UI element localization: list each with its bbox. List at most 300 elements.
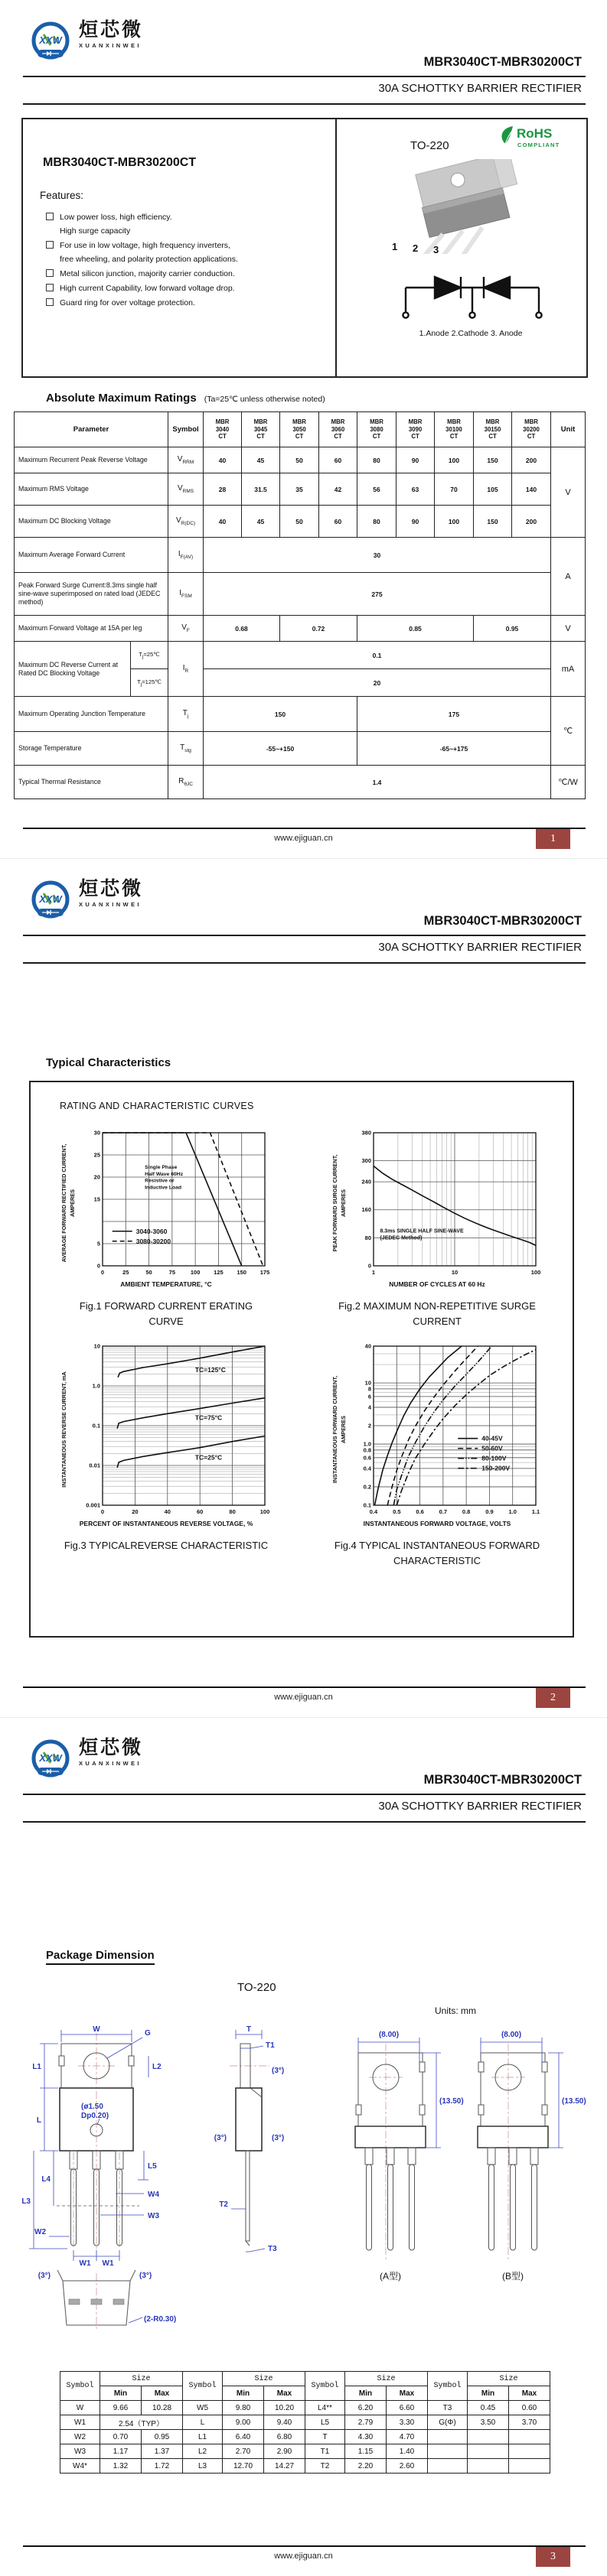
part-column-header: MBR 3080 CT	[357, 412, 397, 447]
svg-text:W: W	[93, 2025, 100, 2034]
dim-symbol-cell	[428, 2459, 468, 2474]
svg-text:50: 50	[145, 1269, 152, 1276]
brand-logo	[31, 1738, 143, 1781]
package-dimension-table-body	[60, 2372, 550, 2474]
svg-text:XXW: XXW	[39, 1752, 62, 1764]
ratings-cell-val: 0.1	[204, 642, 551, 669]
dim-value-cell: 6.80	[264, 2430, 305, 2444]
dim-symbol-cell: G(Φ)	[428, 2415, 468, 2430]
ratings-cell-val: 0.85	[357, 616, 474, 642]
figure-2-row	[331, 1128, 543, 1278]
figure-3-ylabel: INSTANTANEOUS REVERSE CURRENT, mA	[60, 1371, 67, 1488]
dim-symbol-cell: T1	[305, 2444, 345, 2459]
ratings-cell-param: Maximum DC Blocking Voltage	[15, 506, 168, 538]
dim-value-cell: 6.40	[223, 2430, 264, 2444]
part-column-header: MBR 30100 CT	[435, 412, 474, 447]
svg-text:100: 100	[259, 1508, 270, 1515]
svg-text:300: 300	[361, 1157, 371, 1165]
ratings-cell-val: 80	[357, 506, 397, 538]
svg-text:COMPLIANT: COMPLIANT	[517, 141, 560, 148]
ratings-cell-cond: $T_j=125℃$	[131, 669, 168, 697]
checkbox-icon	[46, 269, 54, 277]
dim-value-cell	[509, 2459, 550, 2474]
package-name: TO-220	[410, 139, 449, 152]
curves-box-title: RATING AND CHARACTERISTIC CURVES	[60, 1101, 254, 1111]
ratings-cell-val: 150	[474, 506, 512, 538]
dim-minmax-header: Max	[142, 2386, 183, 2401]
dim-value-cell: 1.17	[100, 2444, 142, 2459]
svg-text:125: 125	[214, 1269, 224, 1276]
ratings-cell-val: 0.72	[280, 616, 357, 642]
dim-minmax-header: Min	[468, 2386, 509, 2401]
ratings-cell-val: 60	[319, 447, 357, 473]
product-summary-left	[23, 119, 337, 376]
svg-text:100: 100	[530, 1269, 541, 1276]
figure-4-row	[331, 1342, 543, 1517]
footer-url: www.ejiguan.cn	[274, 1693, 333, 1702]
page-1	[0, 0, 607, 858]
dim-minmax-header: Max	[264, 2386, 305, 2401]
ratings-cell-param: Typical Thermal Resistance	[15, 766, 168, 799]
svg-text:380: 380	[361, 1129, 371, 1137]
svg-text:(A型): (A型)	[380, 2271, 401, 2282]
footer-url: www.ejiguan.cn	[274, 2552, 333, 2561]
dim-symbol-cell: W2	[60, 2430, 100, 2444]
curves-box	[29, 1081, 574, 1638]
svg-text:75: 75	[168, 1269, 176, 1276]
svg-text:Resistive or: Resistive or	[145, 1178, 175, 1184]
ratings-cell-val: 80	[357, 447, 397, 473]
page-footer	[0, 817, 607, 858]
svg-text:(3°): (3°)	[139, 2272, 152, 2280]
svg-text:(3°): (3°)	[272, 2134, 285, 2142]
svg-text:40: 40	[164, 1508, 171, 1515]
a-type-dim-lines	[358, 2038, 441, 2148]
ratings-cell-val: 50	[280, 506, 319, 538]
svg-text:(13.50): (13.50)	[562, 2097, 586, 2106]
dim-symbol-cell: L4**	[305, 2401, 345, 2415]
ratings-cell-val: 200	[512, 447, 551, 473]
figure-2-ylabel: PEAK FORWARD SURGE CURRENT, AMPERES	[331, 1154, 347, 1252]
svg-text:0.01: 0.01	[89, 1462, 100, 1469]
brand-logo-icon	[31, 1738, 72, 1781]
dim-value-cell: 9.00	[223, 2415, 264, 2430]
svg-text:6: 6	[367, 1393, 371, 1400]
svg-text:XXW: XXW	[39, 893, 62, 905]
dual-diode-symbol	[384, 275, 560, 323]
svg-text:60: 60	[197, 1508, 204, 1515]
ratings-note: (Ta=25℃ unless otherwise noted)	[204, 395, 325, 404]
ratings-cell-param: Maximum Operating Junction Temperature	[15, 697, 168, 732]
svg-text:0.1: 0.1	[363, 1501, 371, 1509]
dim-value-cell: 2.70	[223, 2444, 264, 2459]
svg-text:1.0: 1.0	[363, 1440, 371, 1448]
dim-value-cell	[509, 2444, 550, 2459]
svg-text:G: G	[145, 2029, 151, 2038]
features-list	[46, 213, 326, 313]
page-number-badge: 3	[536, 2547, 570, 2567]
svg-text:(B型): (B型)	[502, 2271, 524, 2282]
figure-2-plot	[351, 1128, 543, 1278]
ratings-cell-sym: $I_R$	[168, 642, 204, 697]
absolute-maximum-ratings-table	[14, 411, 586, 799]
brand-name-en: XUANXINWEI	[79, 901, 142, 909]
svg-text:T: T	[246, 2025, 252, 2034]
page-footer	[0, 1676, 607, 1717]
figure-1	[31, 1128, 302, 1329]
svg-text:25: 25	[93, 1151, 100, 1159]
ratings-cell-sym: $I_{F(AV)}$	[168, 538, 204, 573]
ratings-cell-val: 30	[204, 538, 551, 573]
dim-value-cell: 1.37	[142, 2444, 183, 2459]
brand-name-cn: 烜芯微	[79, 878, 144, 899]
svg-text:80: 80	[364, 1234, 371, 1241]
svg-text:L: L	[36, 2116, 41, 2125]
svg-text:20: 20	[132, 1508, 139, 1515]
ratings-cell-sym: $T_{stg}$	[168, 732, 204, 766]
svg-text:Single Phase: Single Phase	[145, 1164, 178, 1170]
dim-value-cell: 1.40	[387, 2444, 428, 2459]
dim-value-cell: 9.40	[264, 2415, 305, 2430]
ratings-cell-unit: A	[551, 538, 586, 616]
doc-subtitle: 30A SCHOTTKY BARRIER RECTIFIER	[378, 82, 582, 95]
svg-text:T1: T1	[266, 2041, 275, 2050]
dim-value-cell: 2.20	[345, 2459, 387, 2474]
svg-text:4: 4	[367, 1403, 371, 1411]
svg-text:50-60V: 50-60V	[481, 1444, 503, 1452]
product-summary-right	[337, 119, 586, 376]
svg-text:1.0: 1.0	[92, 1382, 100, 1390]
svg-text:(3°): (3°)	[214, 2134, 227, 2142]
svg-text:3080-30200: 3080-30200	[135, 1237, 171, 1245]
svg-text:40-45V: 40-45V	[481, 1434, 503, 1442]
brand-logo-icon	[31, 879, 72, 922]
rohs-badge	[498, 124, 574, 155]
checkbox-icon	[46, 298, 54, 306]
centerlines	[73, 2033, 525, 2331]
svg-text:L1: L1	[32, 2063, 41, 2071]
dim-symbol-cell: L3	[183, 2459, 223, 2474]
dim-value-cell	[468, 2444, 509, 2459]
brand-logo	[31, 879, 143, 922]
ratings-cell-cond: $T_j=25℃$	[131, 642, 168, 669]
footer-rule	[23, 2545, 586, 2547]
svg-text:L2: L2	[152, 2063, 162, 2071]
footer-rule	[23, 1686, 586, 1688]
dim-value-cell: 6.20	[345, 2401, 387, 2415]
dim-symbol-cell: L	[183, 2415, 223, 2430]
svg-text:2: 2	[413, 242, 419, 254]
svg-text:1.1: 1.1	[531, 1508, 540, 1515]
dim-symbol-cell	[428, 2444, 468, 2459]
header-rule-top	[23, 935, 586, 936]
ratings-cell-unit: ℃/W	[551, 766, 586, 799]
package-dimension-table	[60, 2371, 550, 2474]
package-dimension-title: Package Dimension	[46, 1949, 155, 1965]
svg-text:0.6: 0.6	[363, 1454, 371, 1462]
figure-3-caption: Fig.3 TYPICALREVERSE CHARACTERISTIC	[64, 1540, 269, 1551]
dim-value-cell: 12.70	[223, 2459, 264, 2474]
dim-symbol-cell: W4*	[60, 2459, 100, 2474]
dim-symbol-cell: W3	[60, 2444, 100, 2459]
part-column-header: MBR 3050 CT	[280, 412, 319, 447]
dim-value-cell: 2.60	[387, 2459, 428, 2474]
part-column-header: MBR 3060 CT	[319, 412, 357, 447]
ratings-cell-val: 0.95	[474, 616, 551, 642]
dim-size-header: Size	[100, 2372, 183, 2386]
svg-text:Half Wave 60Hz: Half Wave 60Hz	[145, 1171, 184, 1177]
dim-symbol-cell: W	[60, 2401, 100, 2415]
svg-text:W2: W2	[34, 2228, 46, 2236]
svg-text:(2-R0.30): (2-R0.30)	[144, 2315, 177, 2324]
svg-text:TC=25°C: TC=25°C	[194, 1453, 223, 1462]
ratings-cell-val: 56	[357, 473, 397, 506]
dim-value-cell: 3.50	[468, 2415, 509, 2430]
ratings-title: Absolute Maximum Ratings	[46, 392, 197, 405]
svg-text:10: 10	[93, 1342, 100, 1350]
ratings-cell-param: Peak Forward Surge Current:8.3ms single half sine-wave superimposed on rated load (JEDEC method)	[15, 573, 168, 616]
svg-text:80: 80	[229, 1508, 236, 1515]
svg-text:(13.50): (13.50)	[439, 2097, 464, 2106]
ratings-cell-val: 90	[397, 506, 435, 538]
part-column-header: MBR 3040 CT	[204, 412, 242, 447]
svg-text:L5: L5	[148, 2162, 157, 2171]
ratings-cell-sym: $V_{RRM}$	[168, 447, 204, 473]
dim-minmax-header: Min	[223, 2386, 264, 2401]
column-header: Unit	[551, 412, 586, 447]
feature-item: Low power loss, high efficiency. High surge capacity	[46, 213, 326, 236]
svg-text:10: 10	[451, 1269, 459, 1276]
feature-item: High current Capability, low forward voltage drop.	[46, 284, 326, 294]
ratings-cell-val: 45	[242, 447, 280, 473]
svg-text:0: 0	[96, 1262, 100, 1270]
svg-text:160: 160	[361, 1206, 371, 1214]
ratings-cell-val: -55~+150	[204, 732, 357, 766]
dim-size-header: Size	[345, 2372, 428, 2386]
page-number-badge: 2	[536, 1688, 570, 1708]
figure-3	[31, 1342, 302, 1569]
pinout-caption: 1.Anode 2.Cathode 3. Anode	[419, 329, 523, 338]
svg-text:1: 1	[392, 241, 398, 252]
dim-symbol-cell: T2	[305, 2459, 345, 2474]
ratings-cell-param: Maximum RMS Voltage	[15, 473, 168, 506]
typical-characteristics-title: Typical Characteristics	[46, 1056, 171, 1069]
footer-url: www.ejiguan.cn	[274, 834, 333, 843]
svg-text:1.0: 1.0	[508, 1508, 517, 1515]
figure-3-xlabel: PERCENT OF INSTANTANEOUS REVERSE VOLTAGE, %	[79, 1520, 253, 1527]
svg-text:40: 40	[364, 1342, 371, 1350]
svg-text:240: 240	[361, 1178, 371, 1186]
dim-symbol-cell: L2	[183, 2444, 223, 2459]
ratings-cell-sym: $V_F$	[168, 616, 204, 642]
product-title: MBR3040CT-MBR30200CT	[43, 156, 197, 169]
doc-part-range: MBR3040CT-MBR30200CT	[423, 55, 582, 69]
ratings-cell-param: Maximum Forward Voltage at 15A per leg	[15, 616, 168, 642]
ratings-cell-val: 60	[319, 506, 357, 538]
svg-text:0: 0	[100, 1269, 105, 1276]
ratings-cell-unit: mA	[551, 642, 586, 697]
ratings-cell-val: 100	[435, 447, 474, 473]
dim-symbol-cell: W5	[183, 2401, 223, 2415]
doc-part-range: MBR3040CT-MBR30200CT	[423, 914, 582, 928]
checkbox-icon	[46, 241, 54, 249]
ratings-cell-val: 31.5	[242, 473, 280, 506]
ratings-cell-param: Maximum Average Forward Current	[15, 538, 168, 573]
ratings-cell-val: 42	[319, 473, 357, 506]
svg-text:0.8: 0.8	[363, 1446, 371, 1454]
ratings-cell-val: 275	[204, 573, 551, 616]
dim-value-cell: 3.70	[509, 2415, 550, 2430]
dim-value-cell: 10.28	[142, 2401, 183, 2415]
svg-text:(JEDEC Method): (JEDEC Method)	[380, 1235, 423, 1241]
dim-size-header: Size	[223, 2372, 305, 2386]
package-dimension-package: TO-220	[237, 1981, 276, 1994]
figure-3-row	[60, 1342, 272, 1517]
svg-text:0.5: 0.5	[393, 1508, 401, 1515]
dim-value-cell: 6.60	[387, 2401, 428, 2415]
dim-symbol-header: Symbol	[60, 2372, 100, 2401]
ratings-cell-val: 20	[204, 669, 551, 697]
svg-text:0.8: 0.8	[462, 1508, 471, 1515]
svg-text:80-100V: 80-100V	[481, 1454, 507, 1462]
svg-text:1: 1	[371, 1269, 376, 1276]
ratings-cell-val: 45	[242, 506, 280, 538]
dim-value-cell	[468, 2430, 509, 2444]
figure-2-caption: Fig.2 MAXIMUM NON-REPETITIVE SURGE CURRENT	[338, 1300, 536, 1327]
ratings-cell-val: 50	[280, 447, 319, 473]
svg-text:8: 8	[367, 1385, 371, 1393]
svg-text:(ø1.50: (ø1.50	[81, 2103, 103, 2111]
dim-value-cell: 1.72	[142, 2459, 183, 2474]
dim-value-cell: 0.95	[142, 2430, 183, 2444]
brand-name-cn: 烜芯微	[79, 1737, 144, 1758]
ratings-cell-sym: $T_j$	[168, 697, 204, 732]
svg-text:W4: W4	[148, 2191, 159, 2199]
dim-value-cell: 14.27	[264, 2459, 305, 2474]
figures-grid	[31, 1116, 573, 1569]
figure-4-ylabel: INSTANTANEOUS FORWARD CURRENT, AMPERES	[331, 1375, 347, 1484]
figure-1-xlabel: AMBIENT TEMPERATURE, °C	[120, 1280, 212, 1288]
ratings-heading	[46, 392, 325, 405]
dim-value-cell: 0.45	[468, 2401, 509, 2415]
dim-symbol-cell: T3	[428, 2401, 468, 2415]
svg-text:W1: W1	[79, 2259, 91, 2268]
rohs-leaf-icon	[498, 124, 574, 151]
svg-text:30: 30	[93, 1129, 100, 1137]
part-column-header: MBR 30200 CT	[512, 412, 551, 447]
ratings-cell-param: Maximum DC Reverse Current at Rated DC Blocking Voltage	[15, 642, 131, 697]
dim-symbol-header: Symbol	[428, 2372, 468, 2401]
ratings-cell-val: 40	[204, 447, 242, 473]
svg-text:TC=125°C: TC=125°C	[194, 1366, 226, 1374]
ratings-cell-val: 0.68	[204, 616, 280, 642]
page-number-badge: 1	[536, 829, 570, 849]
product-summary-box	[21, 118, 588, 378]
dim-symbol-header: Symbol	[305, 2372, 345, 2401]
svg-text:175: 175	[259, 1269, 270, 1276]
dim-symbol-cell	[428, 2430, 468, 2444]
ratings-cell-val: 100	[435, 506, 474, 538]
ratings-cell-val: 90	[397, 447, 435, 473]
dim-symbol-cell: L5	[305, 2415, 345, 2430]
svg-text:3040-3060: 3040-3060	[135, 1227, 168, 1235]
b-type-dim-lines	[481, 2038, 563, 2148]
svg-text:T3: T3	[268, 2245, 277, 2253]
doc-subtitle: 30A SCHOTTKY BARRIER RECTIFIER	[378, 1800, 582, 1813]
dim-symbol-cell: L1	[183, 2430, 223, 2444]
svg-text:0.001: 0.001	[86, 1501, 100, 1509]
ratings-cell-sym: $V_{R(DC)}$	[168, 506, 204, 538]
part-column-header: MBR 3045 CT	[242, 412, 280, 447]
dim-value-cell: 2.79	[345, 2415, 387, 2430]
figure-1-ylabel-wrap	[60, 1128, 80, 1278]
figure-4	[302, 1342, 573, 1569]
svg-text:0: 0	[100, 1508, 105, 1515]
ratings-cell-val: 200	[512, 506, 551, 538]
side-view	[236, 2044, 262, 2246]
dim-symbol-cell: T	[305, 2430, 345, 2444]
doc-part-range: MBR3040CT-MBR30200CT	[423, 1773, 582, 1787]
svg-text:Dp0.20): Dp0.20)	[81, 2112, 109, 2120]
figure-2-ylabel-wrap	[331, 1128, 351, 1278]
svg-text:W3: W3	[148, 2212, 159, 2220]
checkbox-icon	[46, 284, 54, 291]
svg-text:3: 3	[433, 244, 439, 254]
ratings-cell-val: 175	[357, 697, 551, 732]
svg-text:Inductive Load: Inductive Load	[145, 1185, 182, 1191]
dim-value-cell: 4.30	[345, 2430, 387, 2444]
dim-minmax-header: Min	[345, 2386, 387, 2401]
ratings-cell-val: 35	[280, 473, 319, 506]
dim-symbol-header: Symbol	[183, 2372, 223, 2401]
checkbox-icon	[46, 213, 54, 220]
figure-1-caption: Fig.1 FORWARD CURRENT ERATING CURVE	[79, 1300, 253, 1327]
svg-text:RoHS: RoHS	[517, 126, 553, 141]
ratings-cell-sym: $V_{RMS}$	[168, 473, 204, 506]
figure-1-ylabel: AVERAGE FORWARD RECTIFIED CURRENT, AMPERES	[60, 1143, 76, 1263]
header-rule-bottom	[23, 962, 586, 964]
page-2	[0, 858, 607, 1717]
brand-logo-text	[79, 1738, 143, 1767]
to220-package-image	[370, 159, 547, 254]
figure-3-ylabel-wrap	[60, 1355, 80, 1504]
header-rule-bottom	[23, 103, 586, 105]
feature-item: Metal silicon junction, majority carrier conduction.	[46, 269, 326, 279]
brand-logo-text	[79, 20, 143, 49]
svg-text:(8.00): (8.00)	[501, 2031, 522, 2039]
svg-text:0: 0	[367, 1262, 371, 1270]
page-3	[0, 1717, 607, 2576]
brand-logo-text	[79, 879, 143, 908]
figure-4-xlabel: INSTANTANEOUS FORWARD VOLTAGE, VOLTS	[363, 1520, 511, 1527]
ratings-cell-unit: ℃	[551, 697, 586, 766]
svg-text:150-200V: 150-200V	[481, 1464, 511, 1472]
dim-minmax-header: Min	[100, 2386, 142, 2401]
figure-2-xlabel: NUMBER OF CYCLES AT 60 Hz	[389, 1280, 485, 1288]
figure-4-plot	[351, 1342, 543, 1517]
svg-text:10: 10	[364, 1379, 371, 1387]
svg-text:150: 150	[237, 1269, 246, 1276]
svg-text:25: 25	[122, 1269, 129, 1276]
ratings-cell-val: 70	[435, 473, 474, 506]
ratings-cell-sym: $R_{\theta JC}$	[168, 766, 204, 799]
svg-text:0.2: 0.2	[363, 1483, 371, 1491]
header-rule-bottom	[23, 1821, 586, 1823]
part-column-header: MBR 30150 CT	[474, 412, 512, 447]
brand-logo-icon	[31, 20, 72, 63]
svg-text:0.7: 0.7	[439, 1508, 448, 1515]
brand-logo	[31, 20, 143, 63]
